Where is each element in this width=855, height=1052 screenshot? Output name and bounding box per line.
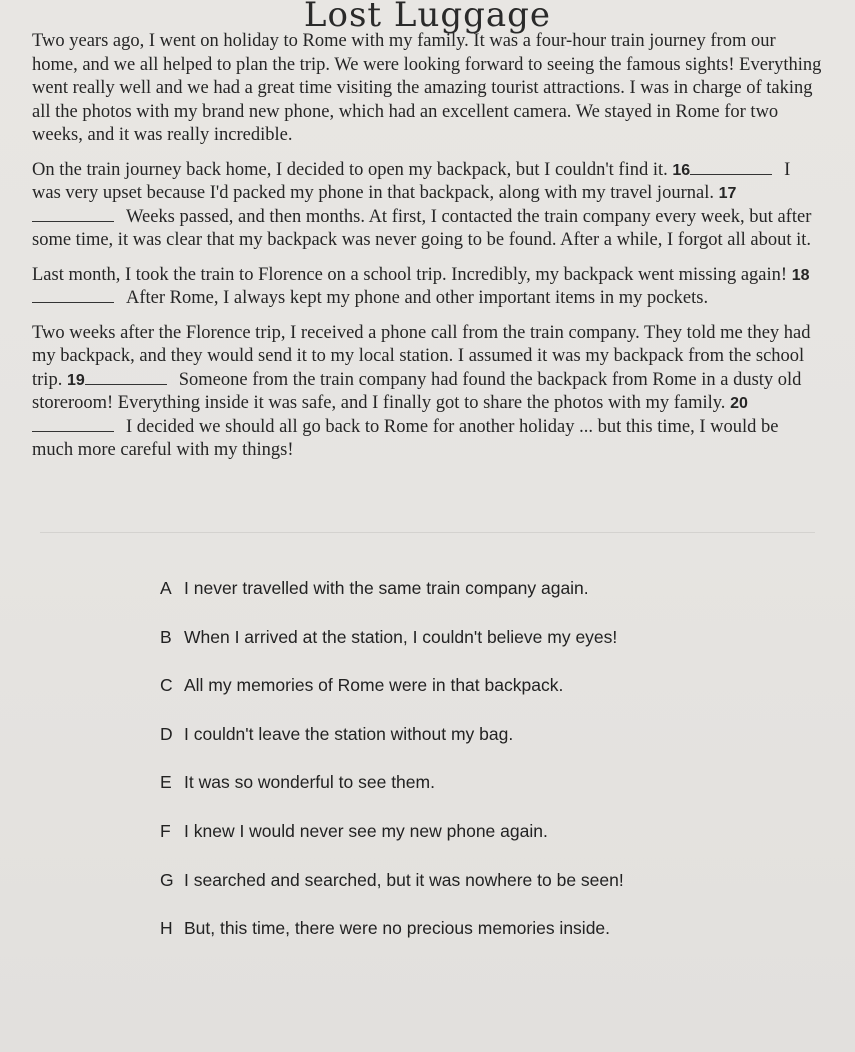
story-paragraph bbox=[32, 322, 822, 463]
answer-blank[interactable] bbox=[85, 370, 167, 385]
option-letter: C bbox=[160, 675, 173, 696]
option-letter: E bbox=[160, 772, 172, 793]
gap-number: 17 bbox=[718, 185, 737, 202]
story-text bbox=[32, 30, 822, 474]
paragraph-text: Someone from the train company had found the backpack from Rome in a dusty old storeroom! Everything inside it was safe, and I finally got to share the photos with my family. bbox=[32, 369, 802, 413]
option-item bbox=[160, 675, 820, 724]
option-item bbox=[160, 918, 820, 967]
answer-options bbox=[160, 578, 820, 967]
answer-blank[interactable] bbox=[690, 160, 772, 175]
page-title: Lost Luggage bbox=[303, 0, 552, 35]
paragraph-text: On the train journey back home, I decided to open my backpack, but I couldn't find it. bbox=[32, 159, 668, 180]
option-item bbox=[160, 821, 820, 870]
option-text: I knew I would never see my new phone again. bbox=[184, 820, 548, 841]
paragraph-text: Two weeks after the Florence trip, I received a phone call from the train company. They told me they had my backpack, and they would send it to my local station. I assumed it was my backpack from the school trip. bbox=[32, 322, 811, 390]
option-letter: B bbox=[160, 626, 172, 647]
answer-blank[interactable] bbox=[32, 288, 114, 303]
paragraph-text: Two years ago, I went on holiday to Rome with my family. It was a four-hour train journey from our home, and we all helped to plan the trip. We were looking forward to seeing the famous sights! Everything went really well and we had a great time visiting the amazing tourist attractions. I was in charge of taking all the photos with my brand new phone, which had an excellent camera. We stayed in Rome for two weeks, and it was really incredible. bbox=[32, 31, 822, 145]
paragraph-text: Weeks passed, and then months. At first, I contacted the train company every week, but after some time, it was clear that my backpack was never going to be found. After a while, I forgot all about it. bbox=[32, 206, 812, 250]
paragraph-text: After Rome, I always kept my phone and other important items in my pockets. bbox=[126, 288, 709, 308]
divider bbox=[40, 532, 815, 533]
option-text: I searched and searched, but it was nowhere to be seen! bbox=[184, 869, 624, 890]
option-item bbox=[160, 578, 820, 627]
paragraph-text: I decided we should all go back to Rome for another holiday ... but this time, I would be much more careful with my things! bbox=[32, 416, 779, 460]
option-letter: F bbox=[160, 820, 171, 841]
answer-blank[interactable] bbox=[32, 207, 114, 222]
answer-blank[interactable] bbox=[32, 417, 114, 432]
story-paragraph bbox=[32, 159, 822, 253]
gap-number: 18 bbox=[791, 266, 810, 284]
gap-number: 16 bbox=[672, 161, 691, 179]
story-paragraph bbox=[32, 264, 822, 311]
option-letter: A bbox=[160, 578, 172, 598]
paragraph-text: Last month, I took the train to Florence on a school trip. Incredibly, my backpack went missing again! bbox=[32, 264, 788, 285]
option-text: I never travelled with the same train company again. bbox=[184, 578, 589, 598]
option-item bbox=[160, 772, 820, 821]
option-item bbox=[160, 724, 820, 773]
option-item bbox=[160, 870, 820, 919]
option-letter: G bbox=[160, 869, 174, 890]
option-text: All my memories of Rome were in that backpack. bbox=[184, 675, 564, 696]
gap-number: 20 bbox=[730, 395, 748, 412]
option-text: When I arrived at the station, I couldn't believe my eyes! bbox=[184, 626, 618, 647]
option-item bbox=[160, 627, 820, 676]
option-text: I couldn't leave the station without my bag. bbox=[184, 723, 514, 744]
story-paragraph bbox=[32, 30, 822, 148]
gap-number: 19 bbox=[66, 371, 85, 389]
option-letter: D bbox=[160, 723, 173, 744]
option-text: But, this time, there were no precious memories inside. bbox=[184, 918, 611, 939]
option-letter: H bbox=[160, 918, 173, 939]
option-text: It was so wonderful to see them. bbox=[184, 772, 435, 793]
paragraph-text: I was very upset because I'd packed my phone in that backpack, along with my travel journal. bbox=[32, 159, 791, 203]
